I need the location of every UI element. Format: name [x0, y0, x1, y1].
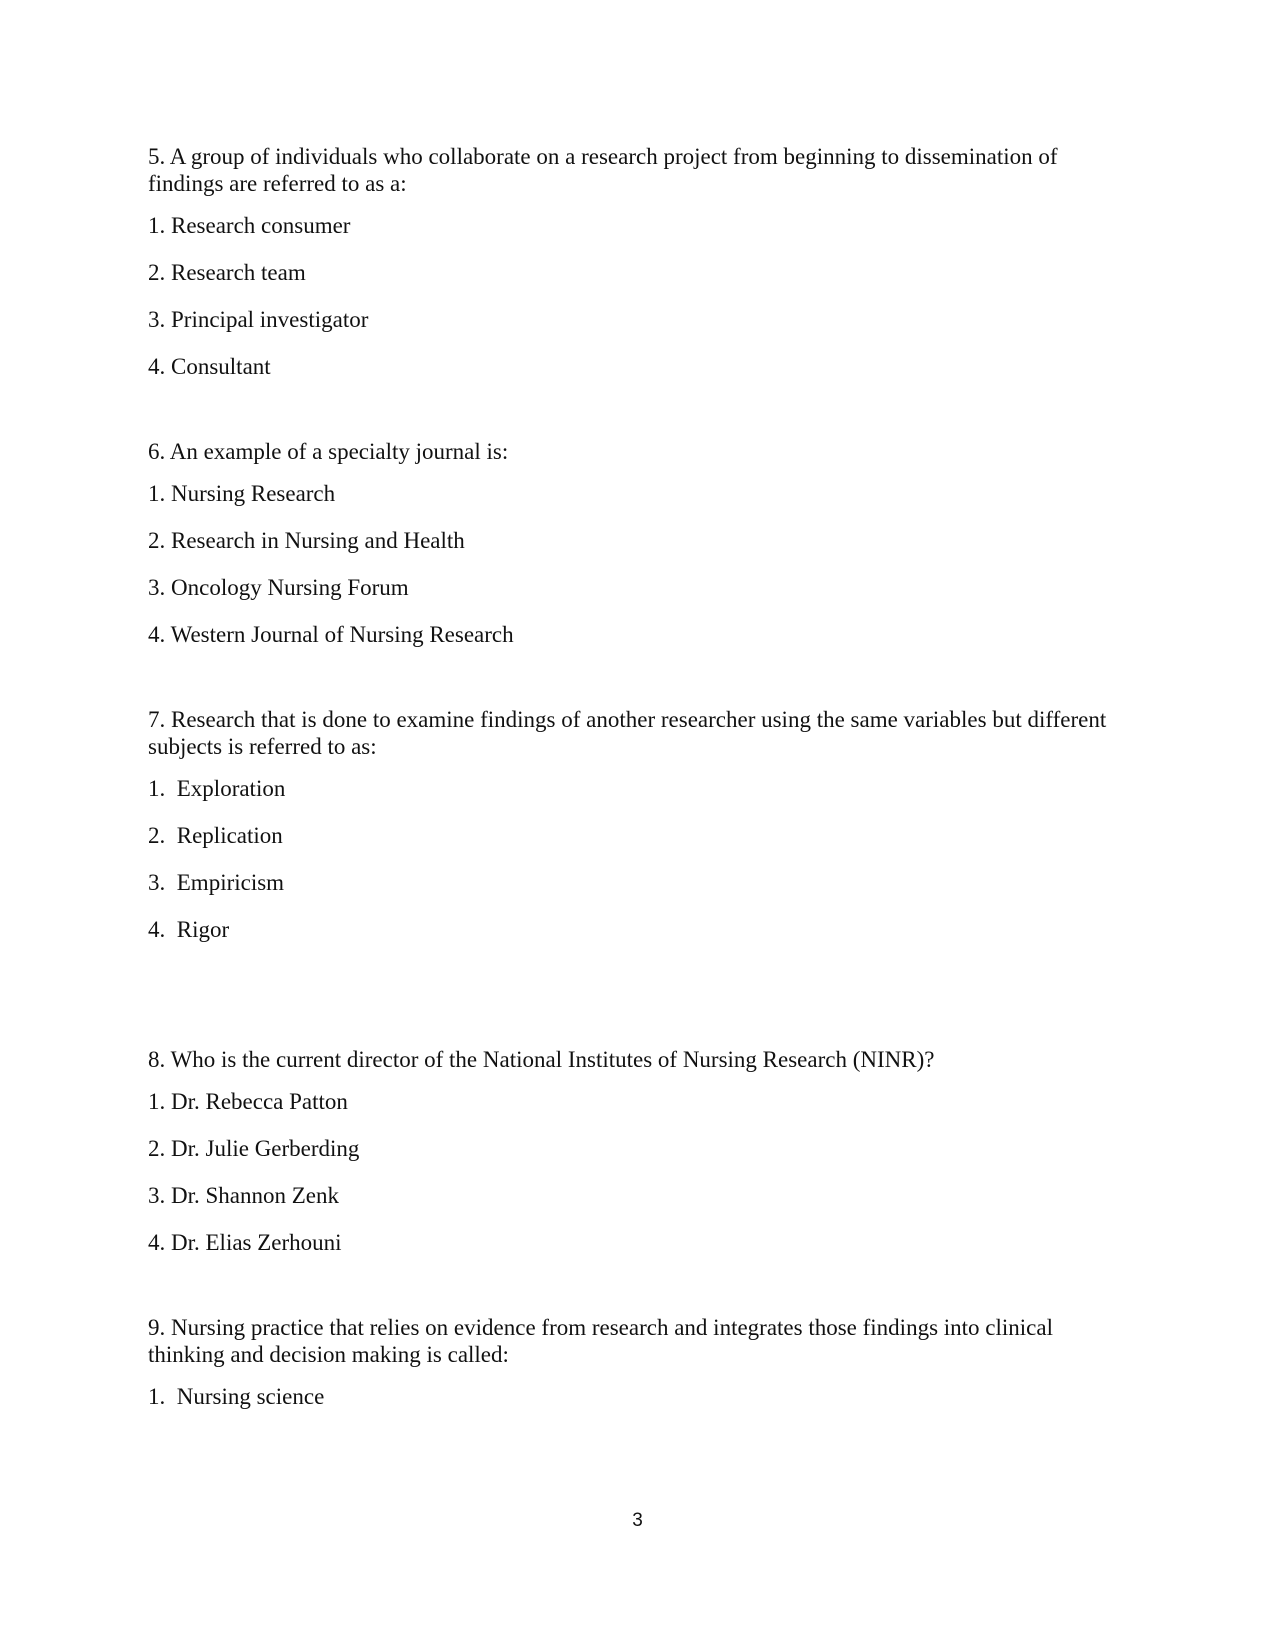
answer-option: 2. Research in Nursing and Health — [148, 528, 465, 553]
answer-options — [148, 775, 1128, 963]
question-text: 9. Nursing practice that relies on evidence from research and integrates those findings into clinical thinking and decision making is called: — [148, 1315, 1053, 1367]
answer-option: 4. Western Journal of Nursing Research — [148, 622, 514, 647]
answer-options — [148, 1088, 1128, 1276]
answer-option: 2. Research team — [148, 260, 306, 285]
answer-option: 3. Empiricism — [148, 870, 285, 895]
answer-option: 1. Nursing science — [148, 1384, 325, 1409]
answer-option: 2. Dr. Julie Gerberding — [148, 1136, 360, 1161]
question-text: 7. Research that is done to examine findings of another researcher using the same variables but different subjects is referred to as: — [148, 707, 1107, 759]
answer-option: 1. Nursing Research — [148, 481, 336, 506]
answer-option: 3. Principal investigator — [148, 307, 369, 332]
answer-options — [148, 212, 1128, 400]
question-7 — [148, 706, 1128, 963]
question-6 — [148, 438, 1128, 668]
question-text: 5. A group of individuals who collaborate on a research project from beginning to dissemination of findings are referred to as a: — [148, 144, 1058, 196]
answer-option: 3. Oncology Nursing Forum — [148, 575, 409, 600]
question-5 — [148, 143, 1128, 400]
answer-option: 2. Replication — [148, 823, 283, 848]
question-9 — [148, 1314, 1128, 1430]
answer-option: 1. Exploration — [148, 776, 286, 801]
answer-option: 4. Rigor — [148, 917, 230, 942]
question-text: 6. An example of a specialty journal is: — [148, 439, 509, 464]
answer-option: 4. Consultant — [148, 354, 271, 379]
answer-option: 4. Dr. Elias Zerhouni — [148, 1230, 342, 1255]
answer-options — [148, 1383, 1128, 1430]
answer-option: 3. Dr. Shannon Zenk — [148, 1183, 340, 1208]
answer-option: 1. Dr. Rebecca Patton — [148, 1089, 348, 1114]
answer-options — [148, 480, 1128, 668]
page-number: 3 — [632, 1510, 643, 1531]
question-text: 8. Who is the current director of the National Institutes of Nursing Research (NINR)? — [148, 1047, 935, 1072]
question-8 — [148, 1046, 1128, 1276]
answer-option: 1. Research consumer — [148, 213, 351, 238]
